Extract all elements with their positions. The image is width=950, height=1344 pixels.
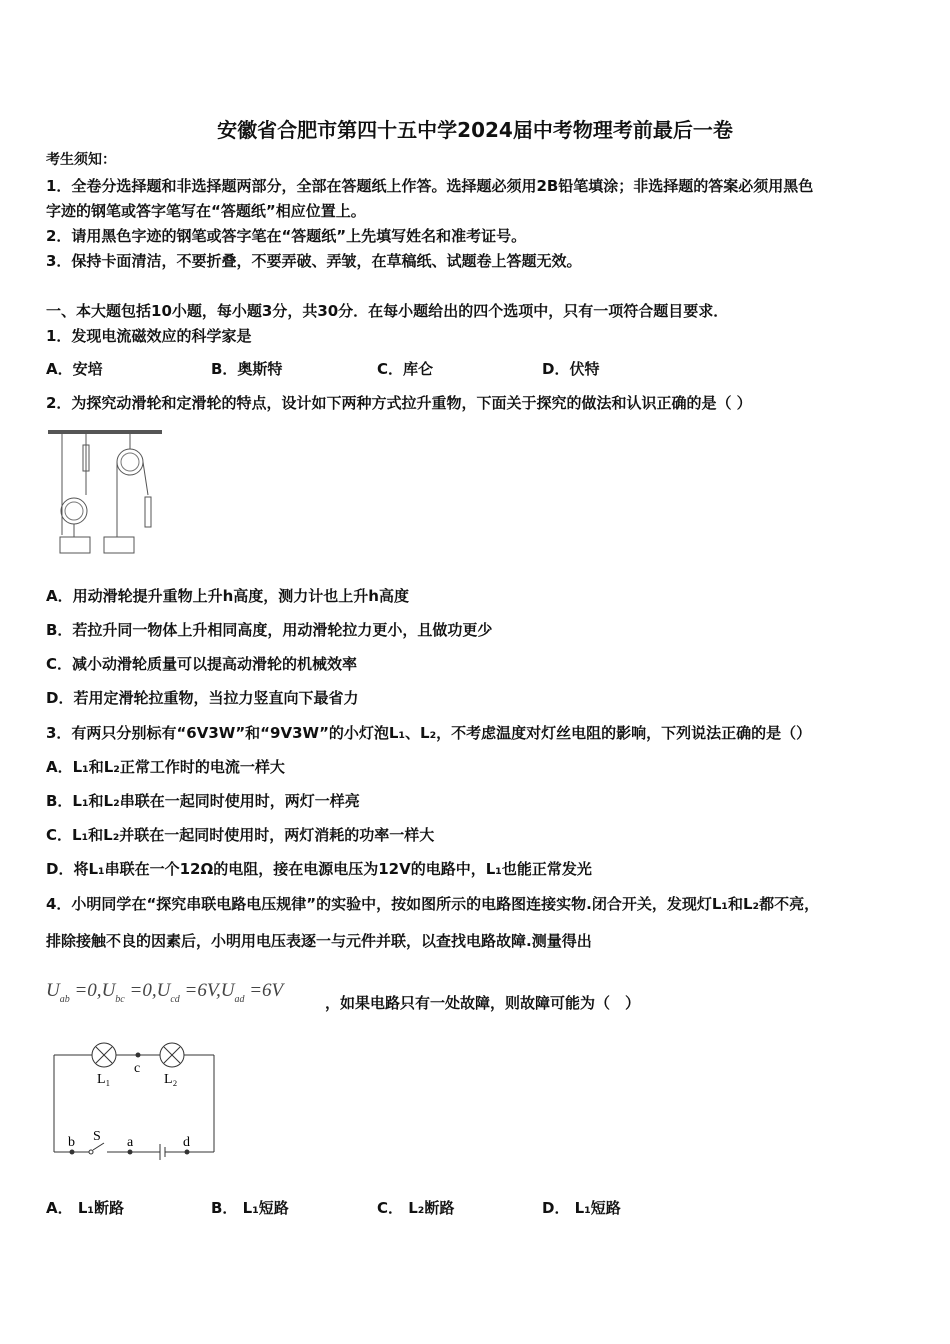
q1-option-b: B．奥斯特 <box>211 360 283 378</box>
question-4-stem: 4．小明同学在“探究串联电路电压规律”的实验中，按如图所示的电路图连接实物.闭合开关，发现灯L₁和L₂都不亮， <box>46 895 820 913</box>
label-l2: L₂ <box>164 1072 178 1087</box>
label-c: c <box>134 1061 141 1076</box>
notice-line: 1．全卷分选择题和非选择题两部分，全部在答题纸上作答。选择题必须用2B铅笔填涂；非选择题的答案必须用黑色 <box>46 177 814 195</box>
notice-heading: 考生须知： <box>46 152 116 168</box>
q4-option-b: B． L₁短路 <box>211 1199 289 1217</box>
q1-option-a: A．安培 <box>46 360 103 378</box>
question-4-tail: ，如果电路只有一处故障，则故障可能为（ ） <box>325 994 641 1012</box>
q4-option-c: C． L₂断路 <box>377 1199 455 1217</box>
q4-option-d: D． L₁短路 <box>542 1199 621 1217</box>
section-heading: 一、本大题包括10小题，每小题3分，共30分．在每小题给出的四个选项中，只有一项符合题目要求． <box>46 302 729 320</box>
question-4-stem: 排除接触不良的因素后，小明用电压表逐一与元件并联，以查找电路故障.测量得出 <box>46 932 592 950</box>
q3-option-c: C．L₁和L₂并联在一起同时使用时，两灯消耗的功率一样大 <box>46 826 435 844</box>
label-s: S <box>93 1129 101 1144</box>
notice-line: 3．保持卡面清洁，不要折叠，不要弄破、弄皱，在草稿纸、试题卷上答题无效。 <box>46 252 582 270</box>
question-1-stem: 1．发现电流磁效应的科学家是 <box>46 327 252 345</box>
q3-option-b: B．L₁和L₂串联在一起同时使用时，两灯一样亮 <box>46 792 360 810</box>
q1-option-d: D．伏特 <box>542 360 600 378</box>
q2-option-c: C．减小动滑轮质量可以提高动滑轮的机械效率 <box>46 655 358 673</box>
q3-option-d: D．将L₁串联在一个12Ω的电阻，接在电源电压为12V的电路中，L₁也能正常发光 <box>46 860 592 878</box>
question-2-stem: 2．为探究动滑轮和定滑轮的特点，设计如下两种方式拉升重物，下面关于探究的做法和认识正确的是（ ） <box>46 394 752 412</box>
label-l1: L₁ <box>97 1072 111 1087</box>
notice-line: 2．请用黑色字迹的钢笔或答字笔在“答题纸”上先填写姓名和准考证号。 <box>46 227 527 245</box>
label-d: d <box>183 1135 190 1150</box>
q3-option-a: A．L₁和L₂正常工作时的电流一样大 <box>46 758 285 776</box>
page-title: 安徽省合肥市第四十五中学2024届中考物理考前最后一卷 <box>217 118 733 142</box>
q2-option-a: A．用动滑轮提升重物上升h高度，测力计也上升h高度 <box>46 587 409 605</box>
voltage-formula: $U_{ab} =0,U_{bc} =0,U_{cd} =6V,U_{ad} =6V$ <box>46 980 284 1005</box>
pulley-figure <box>46 425 166 560</box>
q4-option-a: A． L₁断路 <box>46 1199 124 1217</box>
label-b: b <box>68 1135 75 1150</box>
q1-option-c: C．库仑 <box>377 360 434 378</box>
q2-option-d: D．若用定滑轮拉重物，当拉力竖直向下最省力 <box>46 689 359 707</box>
q2-option-b: B．若拉升同一物体上升相同高度，用动滑轮拉力更小，且做功更少 <box>46 621 493 639</box>
notice-line: 字迹的钢笔或答字笔写在“答题纸”相应位置上。 <box>46 202 366 220</box>
question-3-stem: 3．有两只分别标有“6V3W”和“9V3W”的小灯泡L₁、L₂，不考虑温度对灯丝电阻的影响，下列说法正确的是（） <box>46 724 812 742</box>
label-a: a <box>127 1135 134 1150</box>
circuit-diagram <box>50 1040 220 1165</box>
